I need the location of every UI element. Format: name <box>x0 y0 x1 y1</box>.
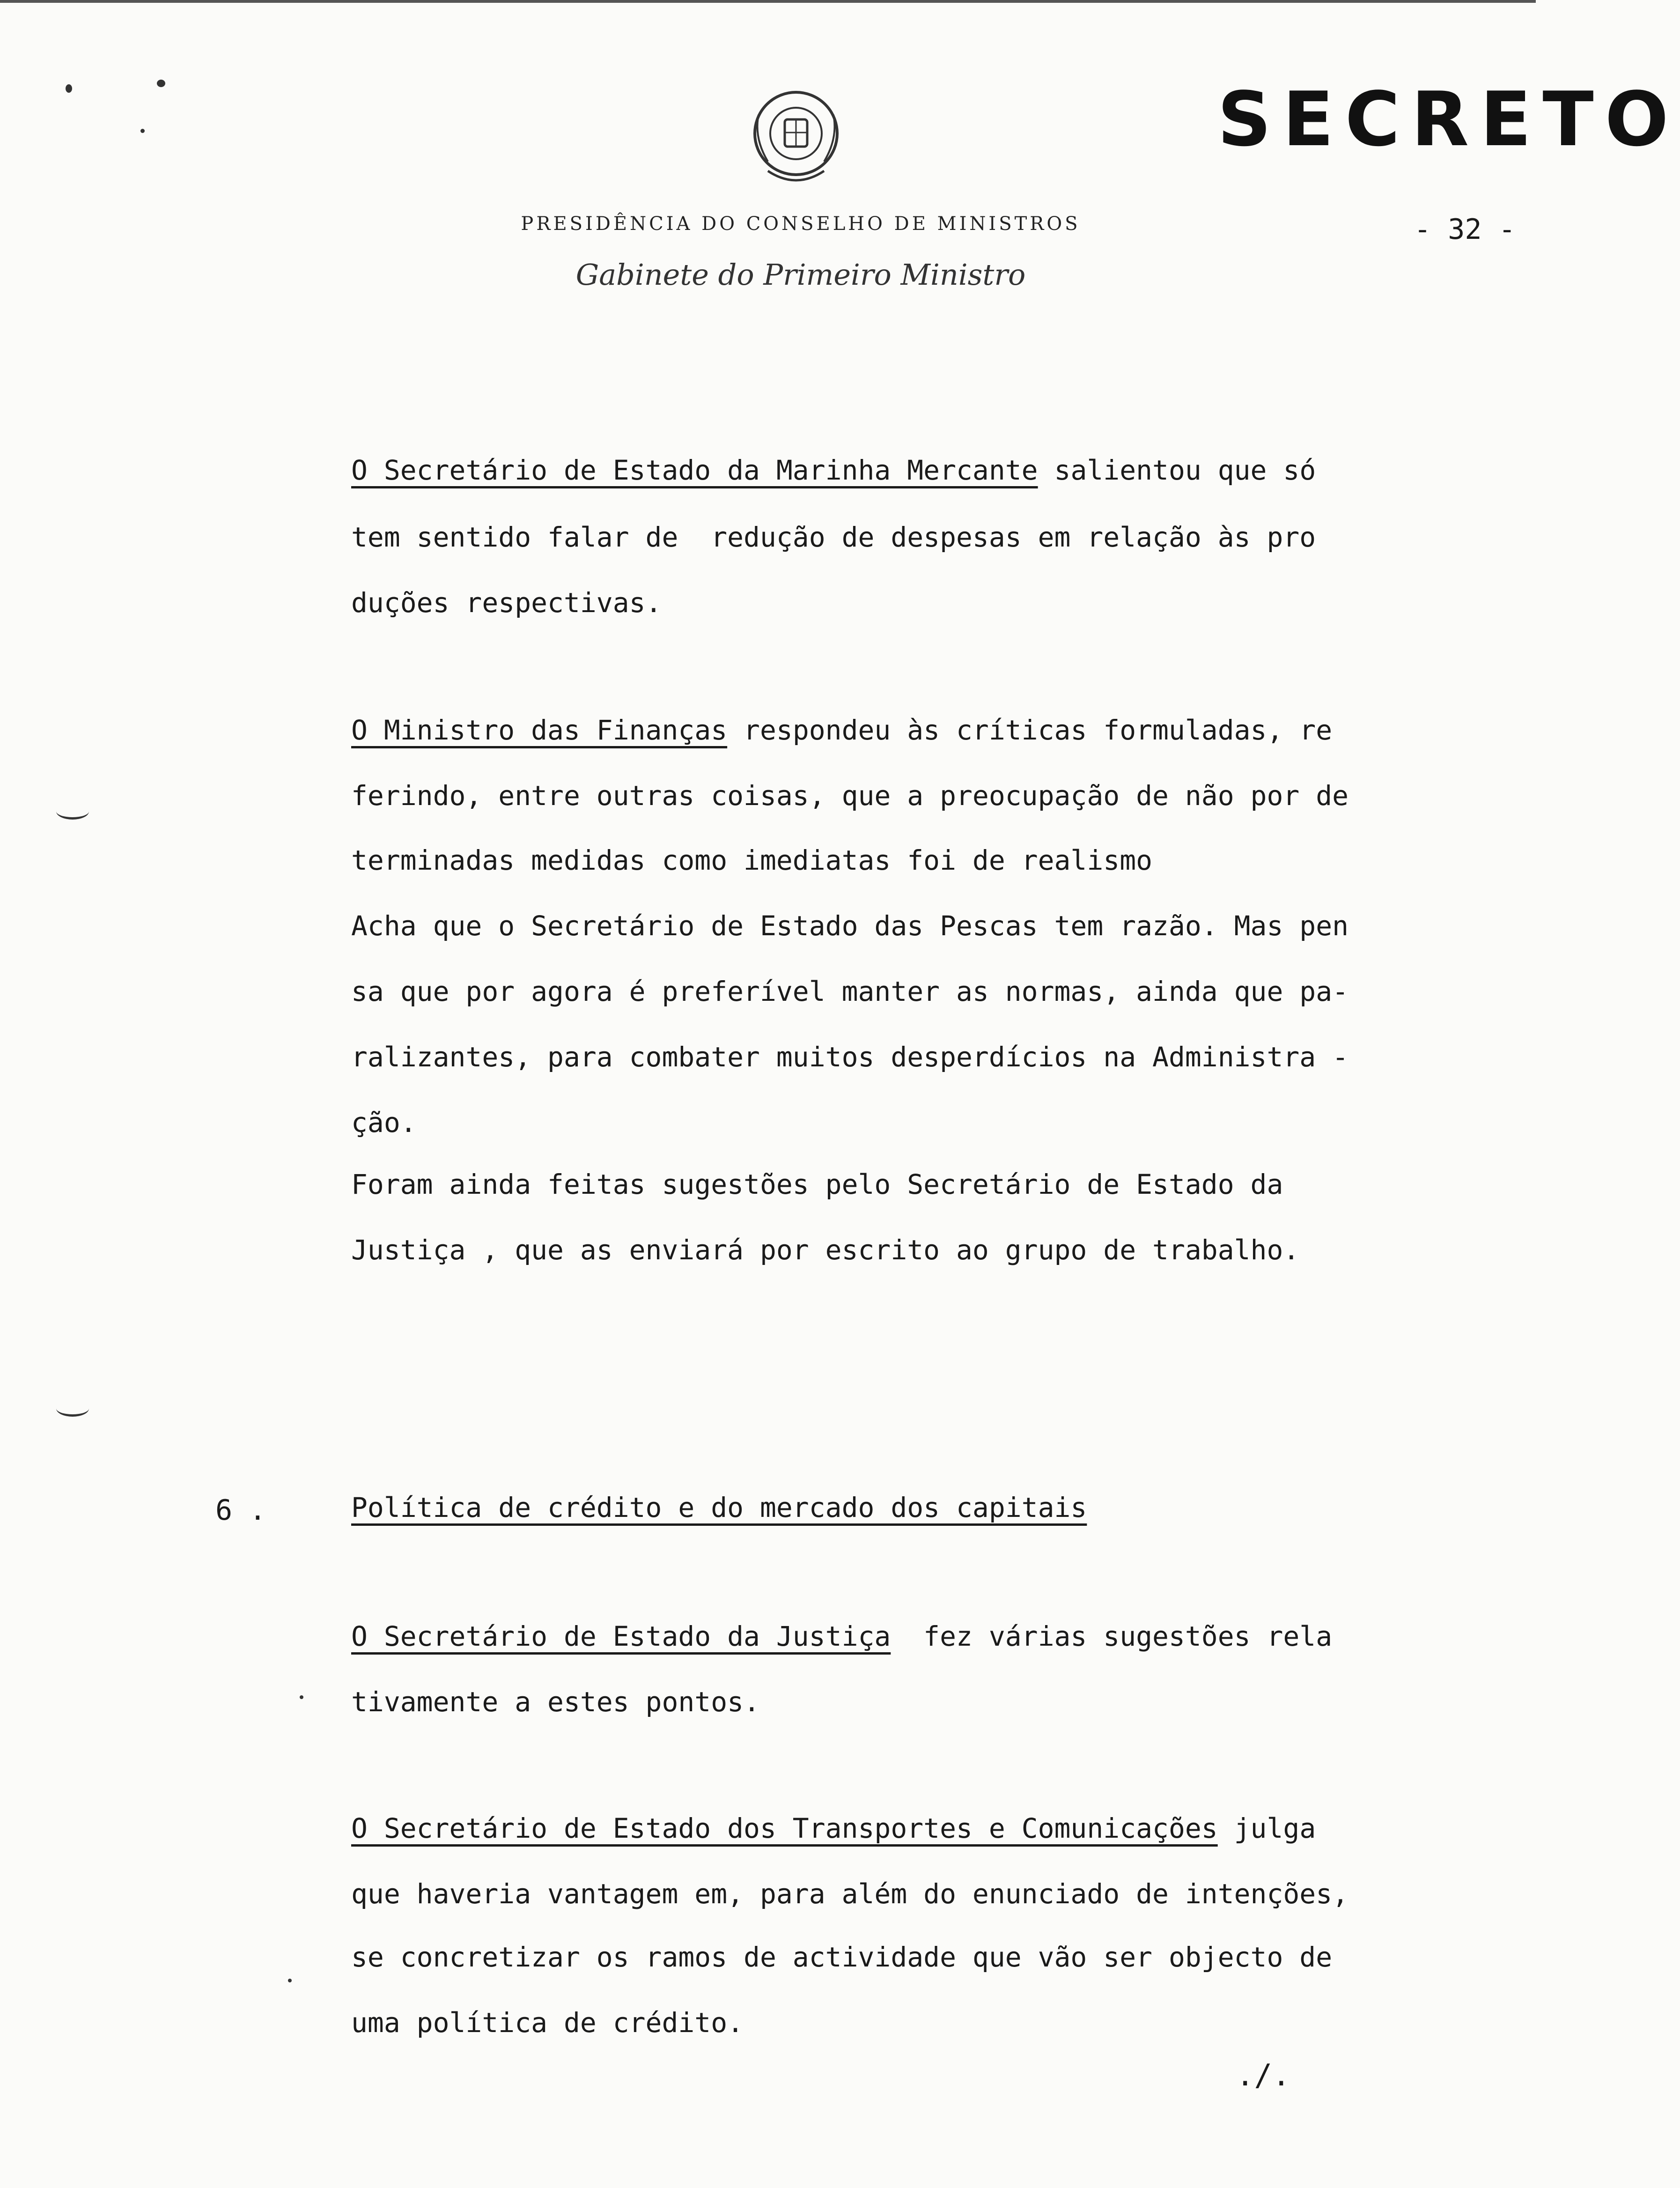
p1-line-3: duções respectivas. <box>351 587 662 619</box>
p3-line-1 <box>351 1620 1333 1652</box>
binder-hole-mark <box>56 803 89 820</box>
p2-line-4: Acha que o Secretário de Estado das Pescas tem razão. Mas pen <box>351 910 1349 942</box>
scan-speck <box>157 80 165 87</box>
scan-speck <box>140 129 145 133</box>
p2-line-1 <box>351 714 1333 746</box>
scan-speck <box>288 1979 292 1982</box>
secret-stamp: SECRETO <box>1217 75 1680 163</box>
p1-subject: O Secretário de Estado da Marinha Mercante <box>351 454 1038 486</box>
p2-subject: O Ministro das Finanças <box>351 714 728 746</box>
p2-line-2: ferindo, entre outras coisas, que a preocupação de não por de <box>351 780 1349 812</box>
p1-line-1 <box>351 454 1316 486</box>
office-subheader: Gabinete do Primeiro Ministro <box>575 258 1026 292</box>
p3-subject: O Secretário de Estado da Justiça <box>351 1620 891 1652</box>
page-number: - 32 - <box>1414 213 1516 246</box>
p2-line-7: ção. <box>351 1107 417 1138</box>
p2-line-3: terminadas medidas como imediatas foi de realismo <box>351 844 1153 876</box>
p4-line-1-rest: julga <box>1217 1812 1316 1844</box>
section-title: Política de crédito e do mercado dos capitais <box>351 1492 1087 1523</box>
p4-line-4: uma política de crédito. <box>351 2007 744 2039</box>
binder-hole-mark <box>56 1400 89 1417</box>
p4-subject: O Secretário de Estado dos Transportes e Comunicações <box>351 1812 1218 1844</box>
p1-line-1-rest: salientou que só <box>1038 454 1316 486</box>
section-number: 6 . <box>215 1494 266 1527</box>
p2-line-9: Justiça , que as enviará por escrito ao grupo de trabalho. <box>351 1234 1300 1266</box>
p3-line-1-rest: fez várias sugestões rela <box>891 1620 1333 1652</box>
scan-speck <box>300 1695 303 1699</box>
continuation-mark: ./. <box>1236 2058 1290 2093</box>
p4-line-1 <box>351 1812 1316 1844</box>
p1-line-2: tem sentido falar de redução de despesas em relação às pro <box>351 521 1316 553</box>
p2-line-5: sa que por agora é preferível manter as normas, ainda que pa- <box>351 976 1349 1007</box>
p2-line-8: Foram ainda feitas sugestões pelo Secretário de Estado da <box>351 1168 1283 1200</box>
institution-header: PRESIDÊNCIA DO CONSELHO DE MINISTROS <box>521 213 1081 235</box>
p4-line-3: se concretizar os ramos de actividade que vão ser objecto de <box>351 1941 1333 1973</box>
p4-line-2: que haveria vantagem em, para além do enunciado de intenções, <box>351 1878 1349 1910</box>
top-rule <box>0 0 1536 3</box>
p2-line-6: ralizantes, para combater muitos desperdícios na Administra - <box>351 1041 1349 1073</box>
p2-line-1-rest: respondeu às críticas formuladas, re <box>727 714 1333 746</box>
p3-line-2: tivamente a estes pontos. <box>351 1686 760 1718</box>
coat-of-arms-seal-icon <box>740 82 852 194</box>
scan-speck <box>66 84 72 93</box>
